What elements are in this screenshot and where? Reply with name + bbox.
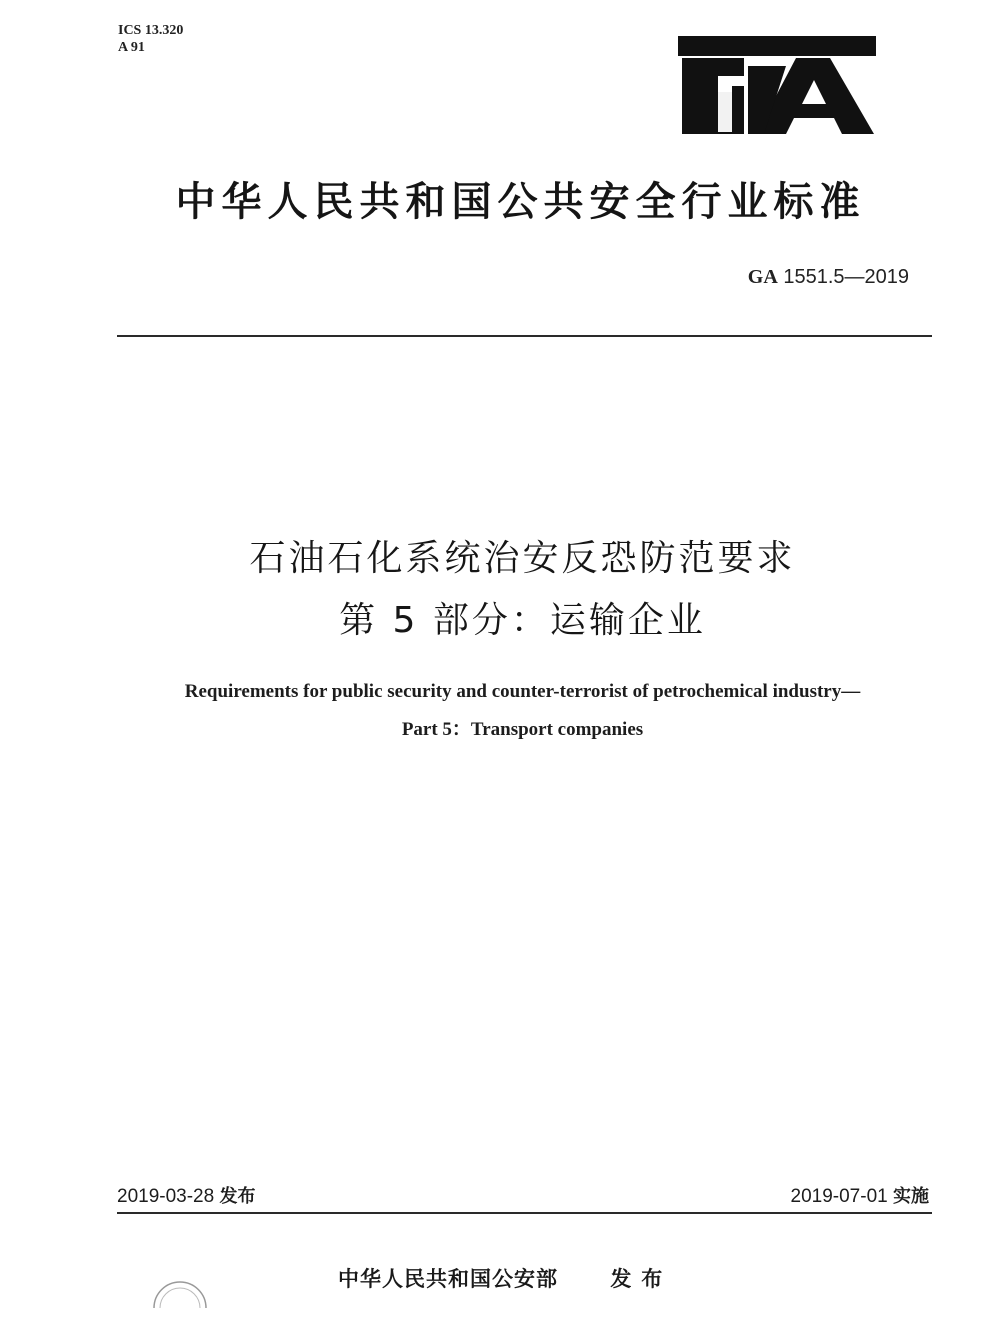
issue-label: 发布 <box>219 1186 256 1207</box>
issue-date: 2019-03-28 <box>117 1186 215 1207</box>
standard-category-title: 中华人民共和国公共安全行业标准 <box>175 179 866 225</box>
standard-number-value: 1551.5—2019 <box>783 266 909 288</box>
implement-label: 实施 <box>893 1186 929 1207</box>
ga-logo-icon <box>678 36 876 136</box>
title-cn-line1: 石油石化系统治安反恐防范要求 <box>249 538 796 579</box>
stamp-seal-icon <box>150 1278 210 1318</box>
ccs-code: A 91 <box>118 40 145 55</box>
publisher <box>338 1263 672 1293</box>
classification-codes <box>118 22 183 56</box>
standard-number <box>748 266 909 289</box>
issue-date-block <box>117 1182 255 1208</box>
publisher-action: 发布 <box>610 1267 673 1291</box>
title-en-line1: Requirements for public security and counter-terrorist of petrochemical industry— <box>184 681 861 702</box>
ics-code: ICS 13.320 <box>118 23 184 38</box>
title-cn-line2: 第 5 部分：运输企业 <box>339 600 706 641</box>
implement-date-block <box>791 1182 929 1208</box>
bottom-divider <box>117 1212 932 1214</box>
publisher-name: 中华人民共和国公安部 <box>338 1267 558 1291</box>
standard-number-prefix: GA <box>747 266 778 288</box>
implement-date: 2019-07-01 <box>790 1186 888 1207</box>
title-en-line2: Part 5：Transport companies <box>401 719 644 740</box>
top-divider <box>117 335 932 337</box>
